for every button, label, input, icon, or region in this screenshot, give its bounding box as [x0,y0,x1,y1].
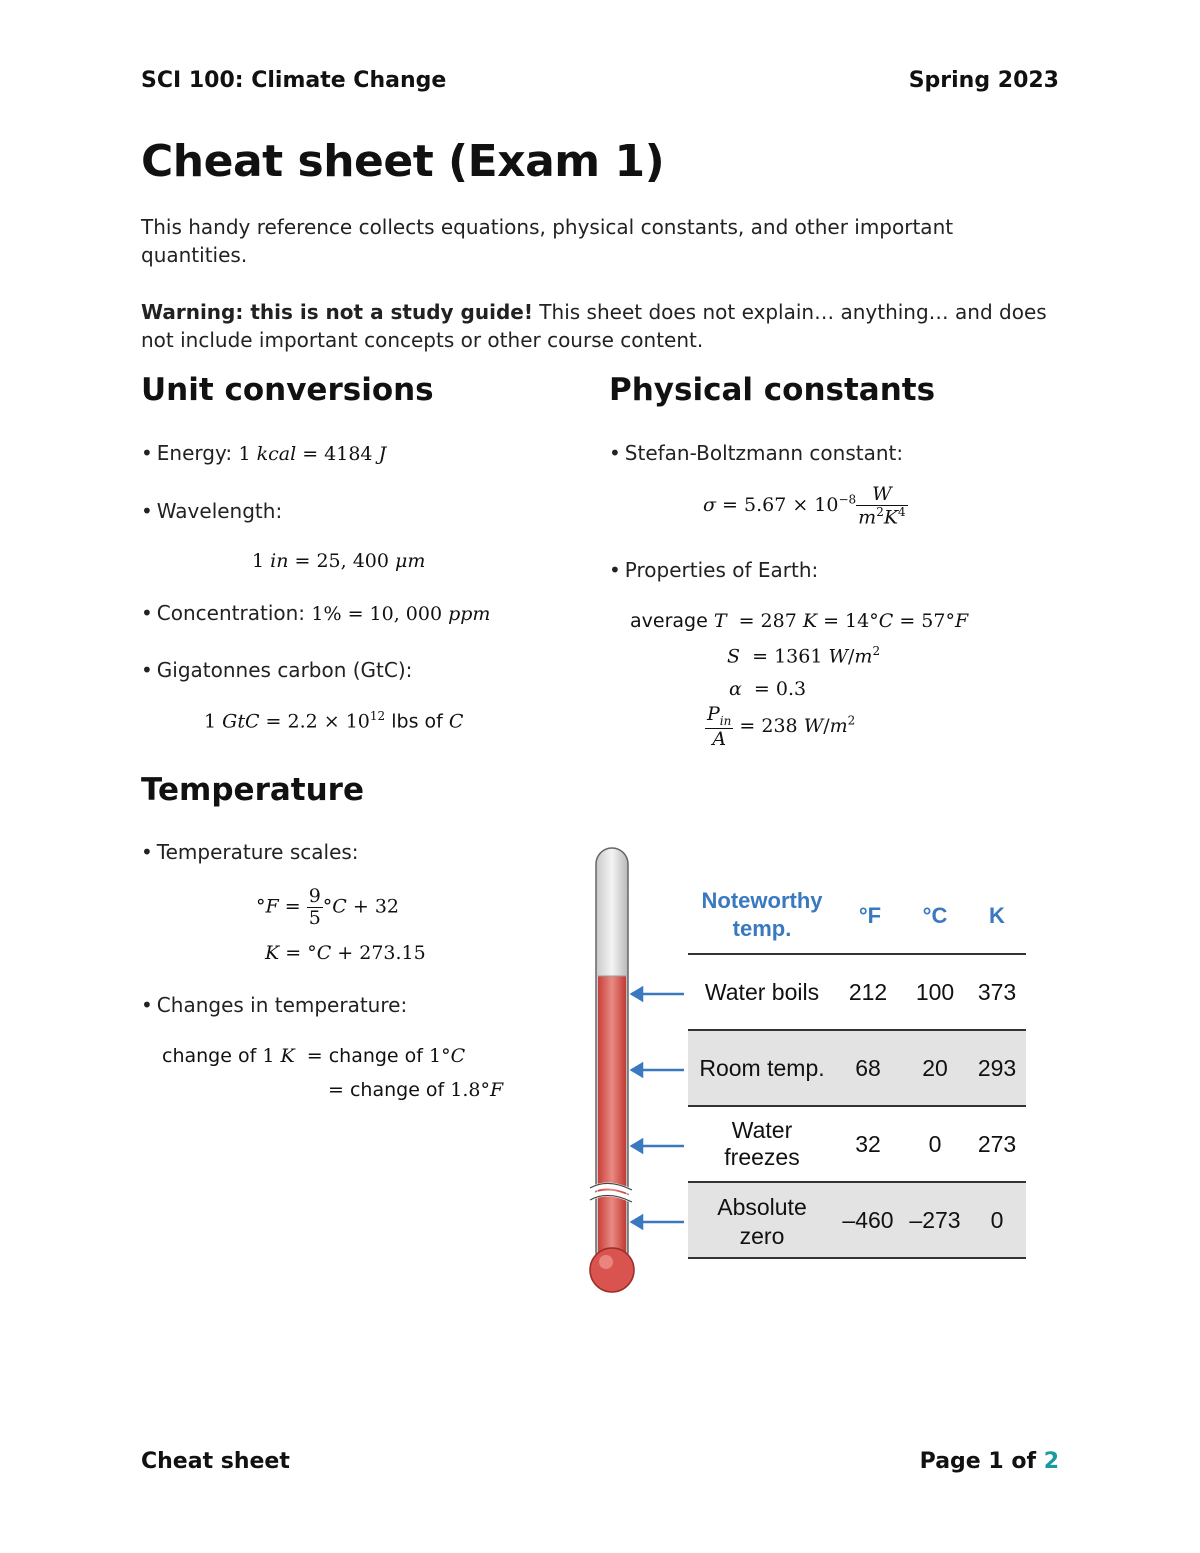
change-equation-1: change of 1 K = change of 1°C [162,1045,466,1067]
concentration-label: Concentration: [156,601,306,625]
row-f: 212 [848,979,888,1005]
gtc-equation: 1 GtC = $2.2 \times 10^{12}$ lbs of C [204,709,464,733]
row-label: Water boils [704,979,820,1005]
earth-item: • Properties of Earth: [609,558,819,582]
temperature-table [688,885,1026,1265]
warning-text [141,298,1061,354]
course-title: SCI 100: Climate Change [141,68,447,93]
page-total-link[interactable]: 2 [1043,1449,1059,1474]
average-label: average [630,610,708,632]
row-k: 373 [977,979,1017,1005]
row-c: 100 [915,979,955,1005]
energy-label: Energy: [156,441,233,465]
wavelength-item: • Wavelength: [141,499,283,523]
row-f: 68 [855,1055,881,1081]
warning-bold: Warning: this is not a study guide! [141,300,533,324]
physical-constants-heading: Physical constants [609,372,936,408]
fahrenheit-equation: °F = $\frac{9}{5}$ °C + 32 [256,885,400,929]
earth-label: Properties of Earth: [624,558,819,582]
sb-equation: $\sigma = 5.67 \times 10^{-8}$ $\frac{W}{m^2K^4}$ [703,483,906,529]
row-k: 0 [990,1207,1004,1233]
row-k: 273 [977,1131,1017,1157]
unit-conversions-heading: Unit conversions [141,372,434,408]
wavelength-equation: 1 in = 25, 400 μm [252,550,426,572]
row-c: –273 [909,1207,961,1233]
table-header-c: °C [922,903,948,928]
changes-label: Changes in temperature: [156,993,408,1017]
kelvin-equation: K = °C + 273.15 [265,942,426,964]
change-of-text: change of [349,1079,445,1101]
thermometer-mercury [598,976,626,1266]
page-prefix: Page 1 of [919,1449,1037,1474]
row-f: 32 [855,1131,881,1157]
table-rule [688,1257,1026,1259]
page-title: Cheat sheet (Exam 1) [141,136,665,187]
term: Spring 2023 [908,68,1059,93]
temperature-heading: Temperature [141,772,364,808]
gtc-label: Gigatonnes carbon (GtC): [156,658,413,682]
table-row [688,955,1026,1029]
concentration-item: • Concentration: 1% = 10, 000 ppm [141,601,491,625]
gtc-lbs-of: lbs of [391,710,443,733]
gtc-item: • Gigatonnes carbon (GtC): [141,658,413,682]
thermometer-bulb [590,1248,634,1292]
table-header-noteworthy: Noteworthy temp. [701,888,823,941]
intro-text: This handy reference collects equations, physical constants, and other important quantities. [141,215,954,267]
table-header-f: °F [858,903,882,928]
row-label: Room temp. [699,1055,825,1081]
table-row [688,1031,1026,1105]
row-f: –460 [842,1207,894,1233]
sb-item: • Stefan-Boltzmann constant: [609,441,904,465]
warning-rest: This sheet does not explain… anything… and does not include important concepts or other course content. [141,300,1047,352]
scales-item: • Temperature scales: [141,840,359,864]
energy-equation: 1 kcal = 4184 J [238,443,387,465]
change-of-text: change of [162,1045,257,1067]
earth-temp-equation: average T = 287 K = 14°C = 57°F [630,610,969,632]
earth-pin-equation: $\frac{P_{in}}{A}$ = 238 $W/m^2$ [707,703,856,750]
concentration-equation: 1% = 10, 000 ppm [311,603,491,625]
energy-item: • Energy: 1 kcal = 4184 J [141,441,387,465]
row-c: 20 [922,1055,948,1081]
sb-label: Stefan-Boltzmann constant: [624,441,904,465]
row-k: 293 [977,1055,1017,1081]
table-row [688,1107,1026,1181]
earth-albedo-equation: α = 0.3 [729,678,807,700]
table-row [688,1183,1026,1257]
change-of-text: change of [328,1045,423,1067]
wavelength-label: Wavelength: [156,499,283,523]
footer-title: Cheat sheet [141,1449,290,1474]
table-header-k: K [989,903,1005,928]
scales-label: Temperature scales: [156,840,359,864]
page-number [920,1449,1059,1474]
change-equation-2: = change of 1.8°F [328,1079,504,1101]
arrows [628,980,688,1240]
row-label: Absolute zero [717,1194,807,1249]
row-label: Water freezes [724,1117,800,1170]
changes-item: • Changes in temperature: [141,993,408,1017]
earth-solar-equation: S = 1361 $W/m^2$ [727,644,881,668]
row-c: 0 [928,1131,942,1157]
